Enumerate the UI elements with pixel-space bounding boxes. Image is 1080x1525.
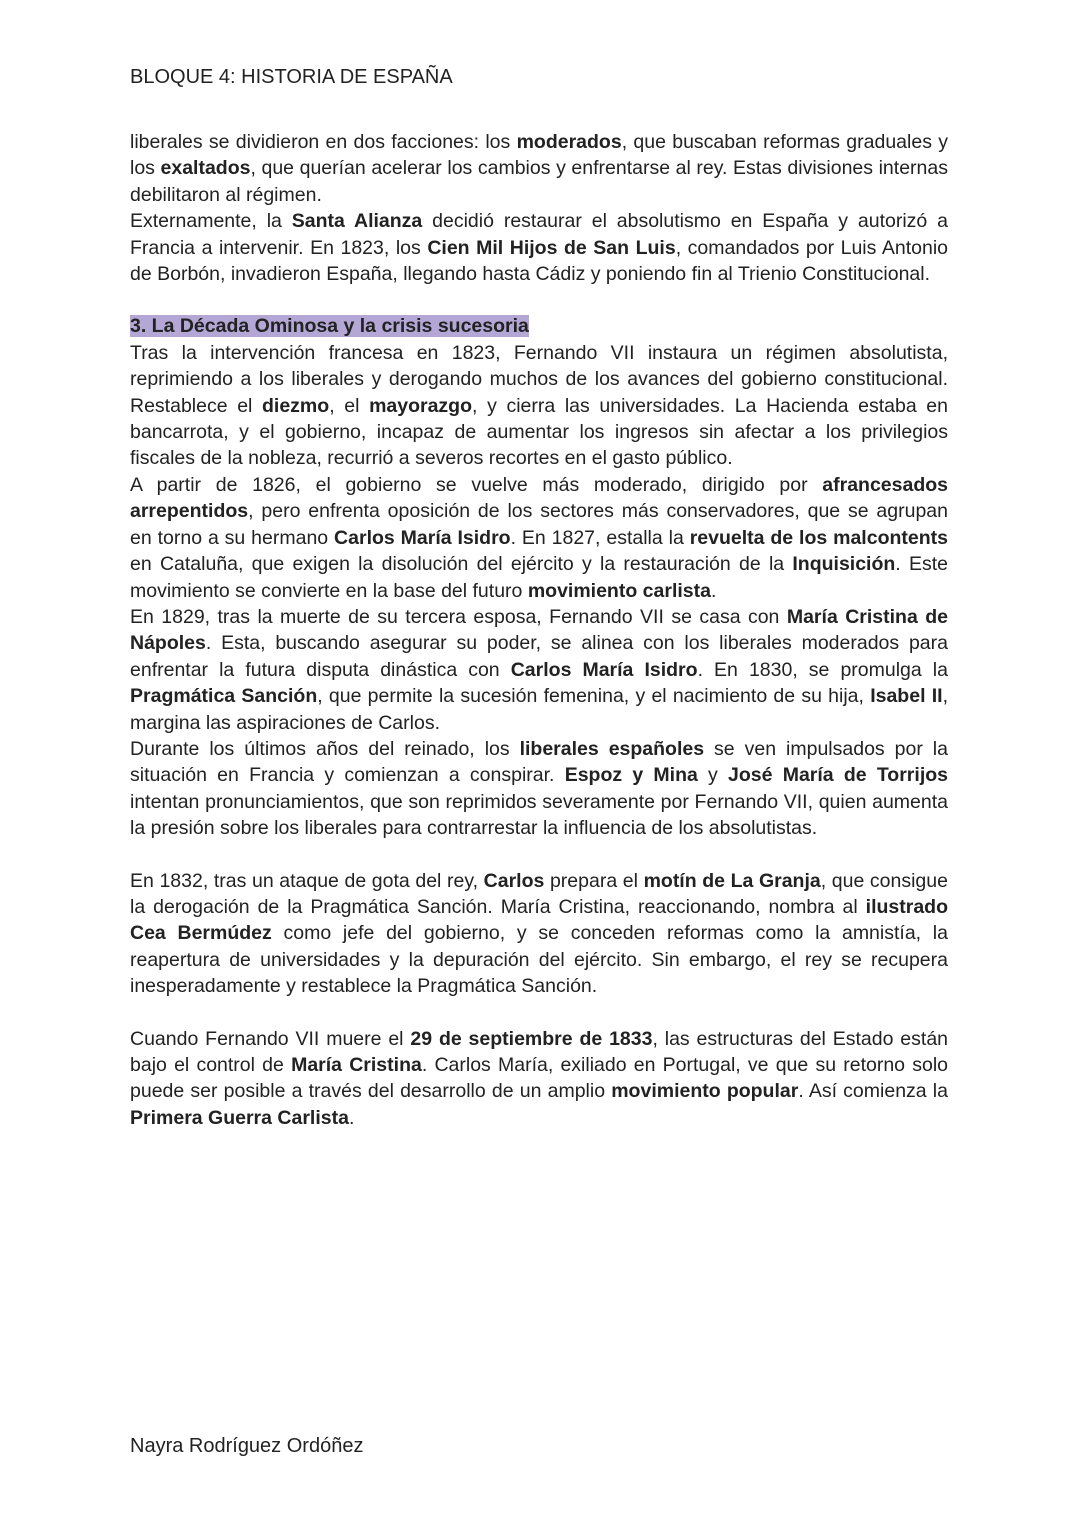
term-maria-cristina-napoles: María Cristina de Nápoles bbox=[130, 605, 948, 655]
paragraph-gap bbox=[130, 1000, 948, 1026]
term-mayorazgo: mayorazgo bbox=[369, 394, 473, 417]
paragraph-gap bbox=[130, 842, 948, 868]
term-diezmo: diezmo bbox=[262, 394, 330, 417]
term-carlos-maria-isidro: Carlos María Isidro bbox=[334, 526, 511, 549]
paragraph-death-fernando-vii: Cuando Fernando VII muere el 29 de septiembre de 1833, las estructuras del Estado están bajo el control de María Cristina. Carlos María, exiliado en Portugal, ve que su retorno solo puede ser posible a través del desarrollo de un amplio movimiento popular. Así comienza la Primera Guerra Carlista. bbox=[130, 1027, 949, 1129]
term-carlos: Carlos bbox=[483, 869, 545, 892]
section-heading bbox=[130, 313, 948, 339]
paragraph-absolutist-regime: Tras la intervención francesa en 1823, Fernando VII instaura un régimen absolutista, reprimiendo a los liberales y derogando muchos de los avances del gobierno constitucional. Restablece el diezmo, el mayorazgo, y cierra las universidades. La Hacienda estaba en bancarrota, y el gobierno, incapaz de aumentar los ingresos sin afectar a los privilegios fiscales de la nobleza, recurrió a severos recortes en el gasto público. bbox=[130, 341, 948, 470]
term-death-date: 29 de septiembre de 1833 bbox=[410, 1027, 653, 1050]
paragraph-motin-la-granja: En 1832, tras un ataque de gota del rey, Carlos prepara el motín de La Granja, que consigue la derogación de la Pragmática Sanción. María Cristina, reaccionando, nombra al ilustrado Cea Bermúdez como jefe del gobierno, y se conceden reformas como la amnistía, la reapertura de universidades y la depuración del ejército. Sin embargo, el rey se recupera inesperadamente y restablece la Pragmática Sanción. bbox=[130, 869, 948, 998]
term-exaltados: exaltados bbox=[160, 157, 251, 180]
term-motin-la-granja: motín de La Granja bbox=[643, 869, 821, 892]
page-header: BLOQUE 4: HISTORIA DE ESPAÑA bbox=[130, 66, 453, 88]
term-inquisicion: Inquisición bbox=[792, 553, 896, 576]
paragraph-gap bbox=[130, 287, 948, 313]
term-cea-bermudez: ilustrado Cea Bermúdez bbox=[130, 895, 948, 945]
term-maria-cristina: María Cristina bbox=[291, 1054, 422, 1076]
paragraph-maria-cristina: En 1829, tras la muerte de su tercera esposa, Fernando VII se casa con María Cristina de Nápoles. Esta, buscando asegurar su poder, se alinea con los liberales moderados para enfrentar la futura disputa dinástica con Carlos María Isidro. En 1830, se promulga la Pragmática Sanción, que permite la sucesión femenina, y el nacimiento de su hija, Isabel II, margina las aspiraciones de Carlos. bbox=[130, 605, 948, 734]
paragraph-moderate-government: A partir de 1826, el gobierno se vuelve más moderado, dirigido por afrancesados arrepentidos, pero enfrenta oposición de los sectores más conservadores, que se agrupan en torno a su hermano Carlos María Isidro. En 1827, estalla la revuelta de los malcontents en Cataluña, que exigen la disolución del ejército y la restauración de la Inquisición. Este movimiento se convierte en la base del futuro movimiento carlista. bbox=[130, 473, 948, 602]
paragraph-liberal-conspiracies: Durante los últimos años del reinado, los liberales españoles se ven impulsados por la situación en Francia y comienzan a conspirar. Espoz y Mina y José María de Torrijos intentan pronunciamientos, que son reprimidos severamente por Fernando VII, quien aumenta la presión sobre los liberales para contrarrestar la influencia de los absolutistas. bbox=[130, 737, 948, 840]
term-pragmatica-sancion: Pragmática Sanción bbox=[130, 685, 318, 708]
term-carlos-maria-isidro: Carlos María Isidro bbox=[510, 658, 698, 681]
term-moderados: moderados bbox=[516, 131, 622, 153]
term-afrancesados: afrancesados arrepentidos bbox=[130, 473, 948, 523]
term-santa-alianza: Santa Alianza bbox=[291, 210, 423, 233]
page-footer-author: Nayra Rodríguez Ordóñez bbox=[130, 1435, 364, 1457]
document-body bbox=[130, 129, 948, 1131]
term-movimiento-carlista: movimiento carlista bbox=[527, 579, 711, 602]
term-torrijos: José María de Torrijos bbox=[728, 764, 948, 787]
term-cien-mil-hijos: Cien Mil Hijos de San Luis bbox=[427, 236, 676, 259]
term-primera-guerra-carlista: Primera Guerra Carlista bbox=[130, 1106, 349, 1129]
paragraph-santa-alianza: Externamente, la Santa Alianza decidió restaurar el absolutismo en España y autorizó a Francia a intervenir. En 1823, los Cien Mil Hijos de San Luis, comandados por Luis Antonio de Borbón, invadieron España, llegando hasta Cádiz y poniendo fin al Trienio Constitucional. bbox=[130, 210, 949, 286]
section-heading-text: 3. La Década Ominosa y la crisis sucesoria bbox=[130, 315, 529, 338]
term-malcontents: revuelta de los malcontents bbox=[689, 526, 948, 549]
paragraph-liberal-factions: liberales se dividieron en dos facciones: los moderados, que buscaban reformas graduales y los exaltados, que querían acelerar los cambios y enfrentarse al rey. Estas divisiones internas debilitaron al régimen. bbox=[130, 131, 948, 206]
term-movimiento-popular: movimiento popular bbox=[611, 1080, 799, 1103]
term-liberales-espanoles: liberales españoles bbox=[519, 737, 705, 760]
term-espoz-y-mina: Espoz y Mina bbox=[564, 764, 698, 787]
term-isabel-ii: Isabel II bbox=[870, 685, 943, 708]
